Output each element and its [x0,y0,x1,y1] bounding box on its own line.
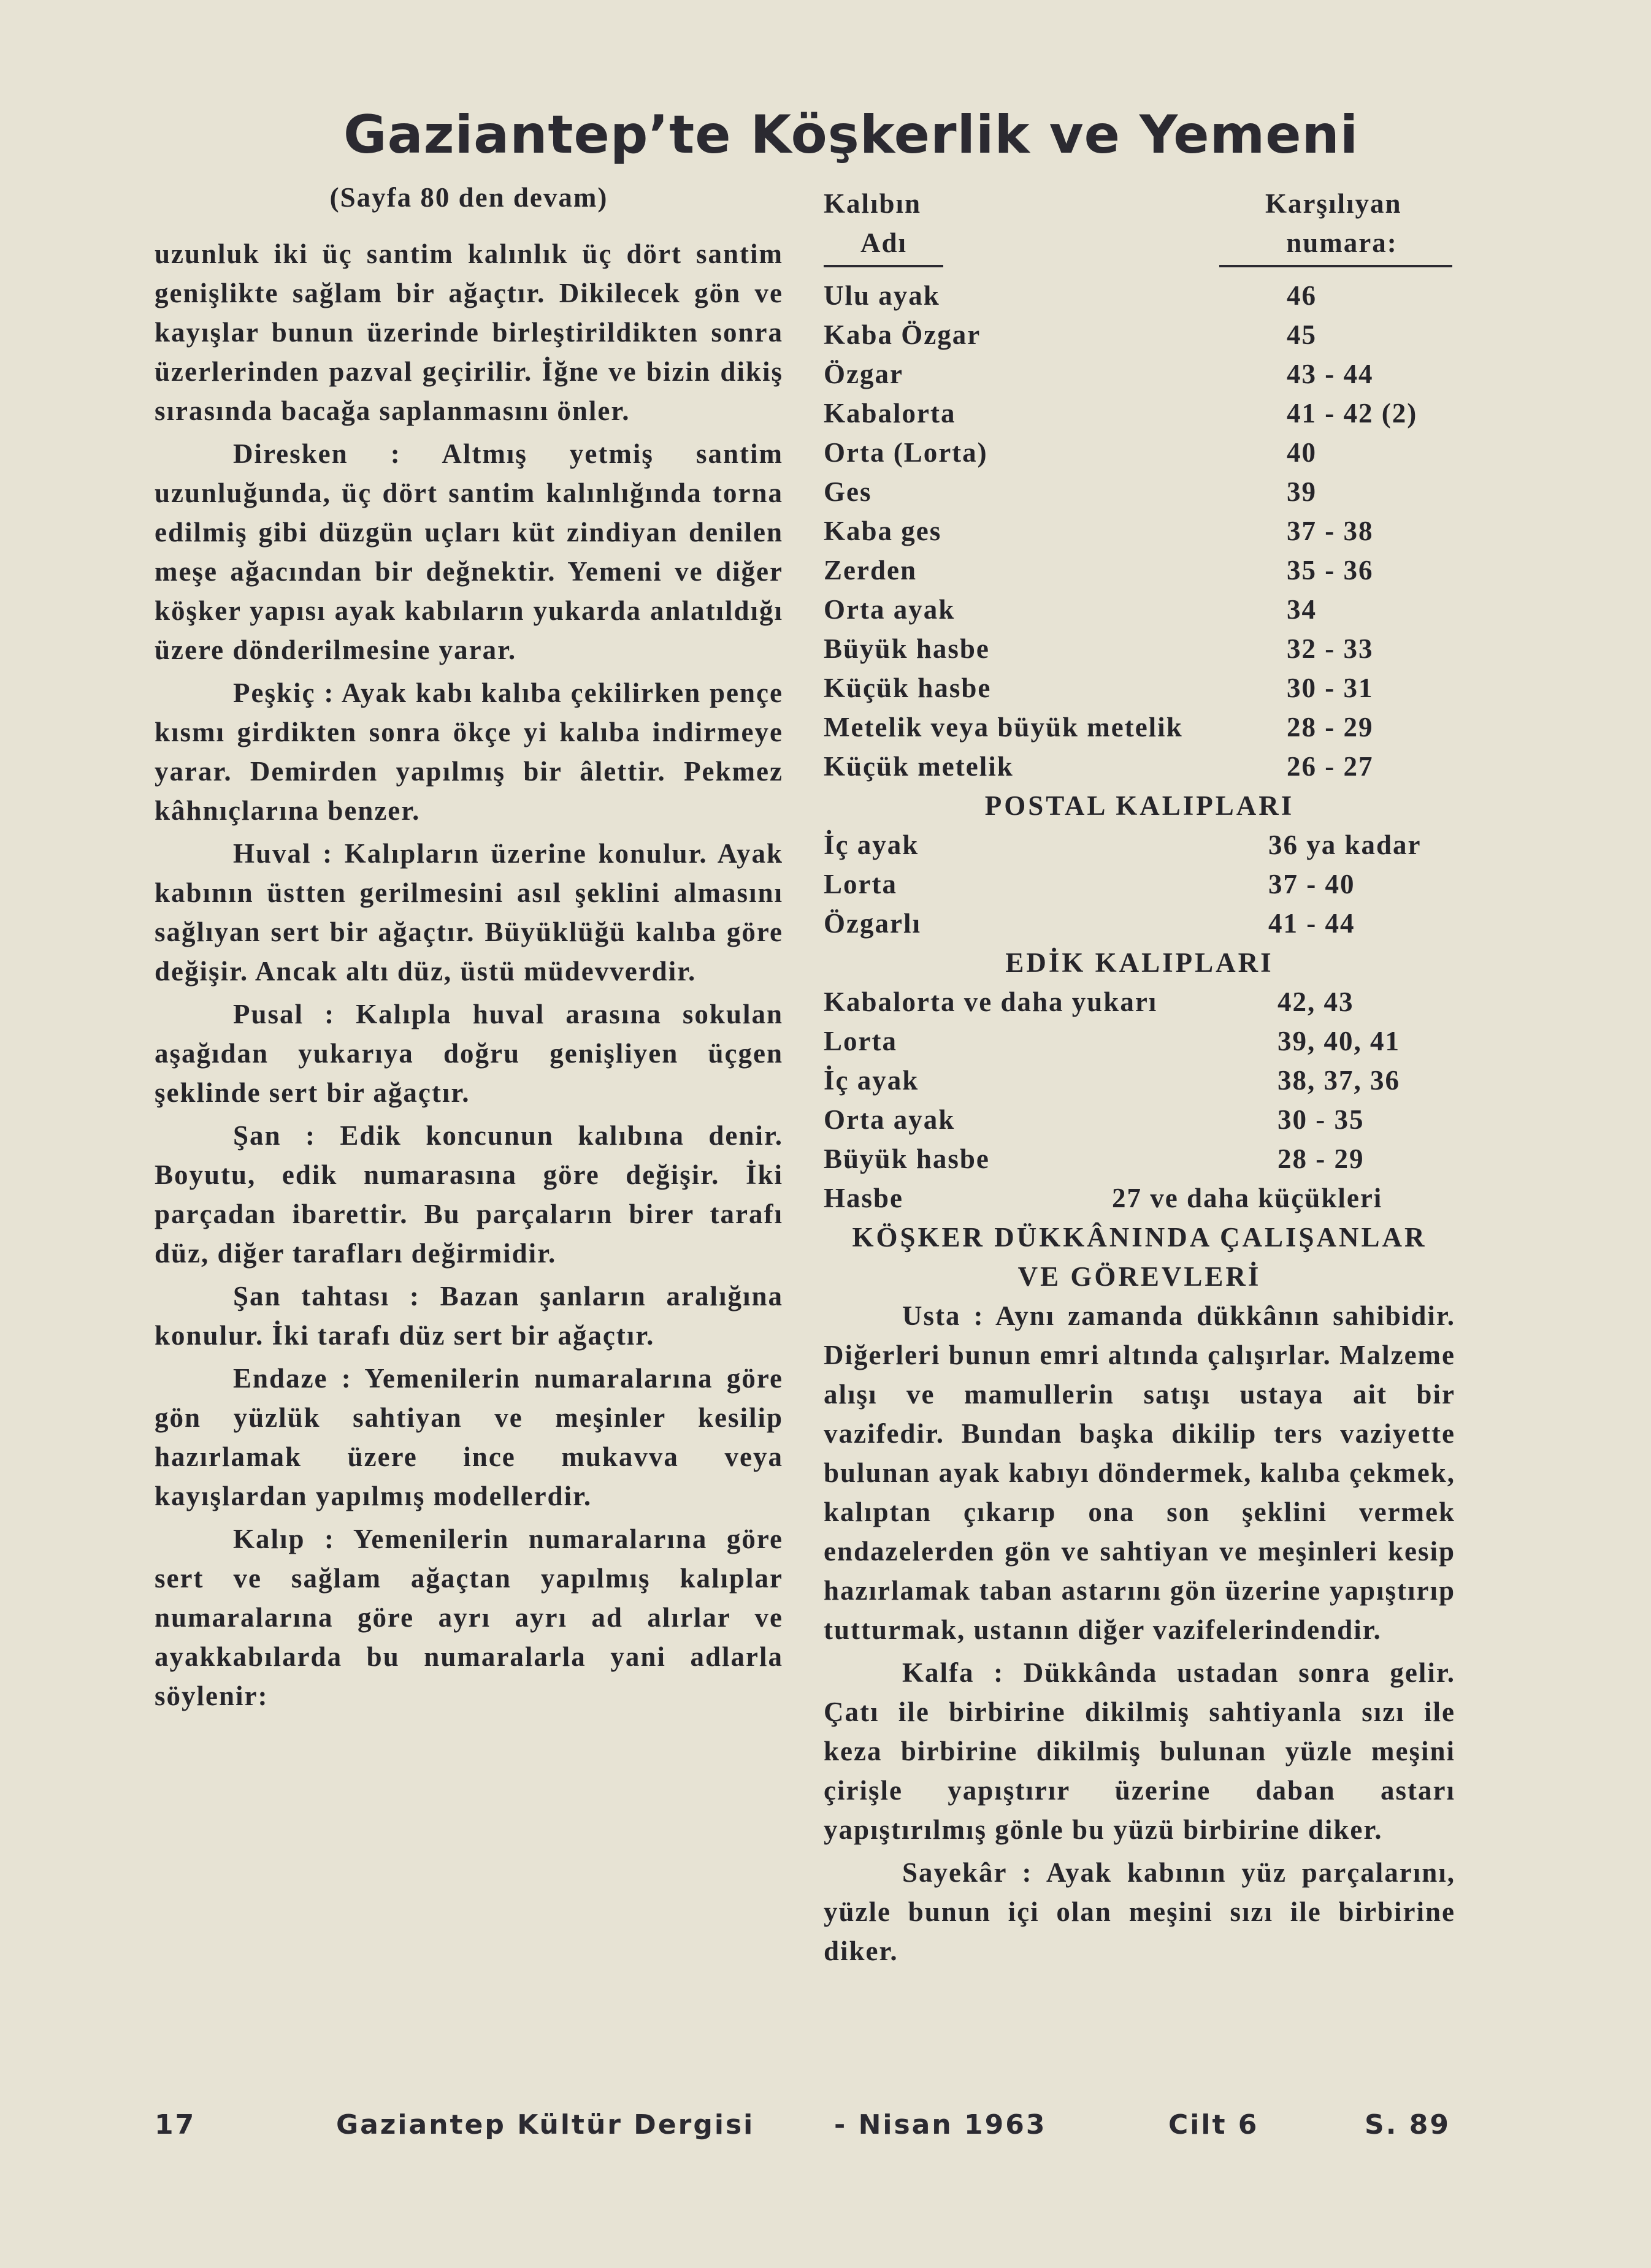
paragraph: uzunluk iki üç santim kalınlık üç dört santim genişlikte sağlam bir ağaçtır. Dikilecek gön ve kayışlar bunun üzerinde birleştirildikten sonra üzerlerinden pazval geçirilir. İğne ve bizin dikiş sırasında bacağa saplanmasını önler. [155,239,783,426]
journal-name: Gaziantep Kültür Dergisi [336,2109,755,2140]
mold-name: Lorta [824,869,897,899]
page-footer [0,2109,1651,2146]
table-row [824,747,1455,786]
header-rule [1219,265,1452,267]
mold-name: Özgar [824,359,903,389]
mold-name: İç ayak [824,830,919,860]
mold-name: Kabalorta [824,398,956,429]
mold-name: Kaba Özgar [824,319,981,350]
edik-size-table [824,982,1455,1218]
paragraph: Huval : Kalıpların üzerine konulur. Ayak kabının üstten gerilmesini asıl şeklini almasını sağlıyan sert bir ağaçtır. Büyüklüğü kalıba göre değişir. Ancak altı düz, üstü müdevverdir. [155,838,783,987]
table-row [824,472,1455,511]
postal-heading: POSTAL KALIPLARI [984,790,1295,821]
mold-number: 36 ya kadar [1268,830,1422,860]
main-size-table [824,276,1455,786]
header-number-line2: numara: [1286,227,1398,258]
mold-name: Özgarlı [824,908,921,939]
mold-number: 27 ve daha küçükleri [1112,1183,1383,1213]
table-row [824,315,1455,354]
mold-name: Büyük hasbe [824,633,990,664]
edik-heading: EDİK KALIPLARI [1005,947,1274,978]
mold-name: Lorta [824,1026,897,1056]
workers-heading-line1: KÖŞKER DÜKKÂNINDA ÇALIŞANLAR [852,1222,1427,1253]
mold-number: 37 - 38 [1287,516,1374,546]
table-row [824,1139,1455,1178]
page-number: 17 [155,2109,196,2140]
workers-heading-line2: VE GÖREVLERİ [1017,1261,1262,1292]
paragraph: Usta : Aynı zamanda dükkânın sahibidir. Diğerleri bunun emri altında çalışırlar. Malzeme alışı ve mamullerin satışı ustaya ait bir vazifedir. Bundan başka dikilip ters vaziyette bulunan ayak kabıyı döndermek, kalıba çekmek, kalıptan çıkarıp ona son şeklini vermek endazelerden gön ve sahtiyan ve meşinleri kesip hazırlamak taban astarını gön üzerine yapıştırıp tutturmak, ustanın diğer vazifelerindendir. [824,1300,1455,1645]
table-row [824,276,1455,315]
mold-number: 41 - 44 [1268,908,1355,939]
mold-number: 30 - 31 [1287,673,1374,703]
table-row [824,629,1455,668]
table-row [824,511,1455,551]
mold-number: 37 - 40 [1268,869,1355,899]
continuation-note: (Sayfa 80 den devam) [329,182,608,213]
mold-number: 43 - 44 [1287,359,1374,389]
table-row [824,904,1455,943]
mold-name: Orta (Lorta) [824,437,988,468]
mold-number: 42, 43 [1278,987,1354,1017]
mold-number: 28 - 29 [1287,712,1374,743]
mold-name: Ges [824,476,872,507]
mold-number: 39, 40, 41 [1278,1026,1400,1056]
right-column [824,184,1455,1974]
mold-number: 26 - 27 [1287,751,1374,782]
paragraph: Endaze : Yemenilerin numaralarına göre gön yüzlük sahtiyan ve meşinler kesilip hazırlamak üzere ince mukavva veya kayışlardan yapılmış modellerdir. [155,1363,783,1511]
paragraph: Pusal : Kalıpla huval arasına sokulan aşağıdan yukarıya doğru genişliyen üçgen şeklinde sert bir ağaçtır. [155,999,783,1108]
mold-number: 40 [1287,437,1317,468]
mold-name: Zerden [824,555,917,586]
mold-number: 46 [1287,280,1317,311]
mold-number: 34 [1287,594,1317,625]
volume: Cilt 6 [1168,2109,1259,2140]
table-row [824,354,1455,394]
header-name-line1: Kalıbın [824,188,922,219]
paragraph: Peşkiç : Ayak kabı kalıba çekilirken pençe kısmı girdikten sonra ökçe yi kalıba indirmeye yarar. Demirden yapılmış bir âlettir. Pekmez kâhnıçlarına benzer. [155,678,783,826]
mold-number: 32 - 33 [1287,633,1374,664]
mold-number: 38, 37, 36 [1278,1065,1400,1096]
mold-name: Metelik veya büyük metelik [824,712,1183,743]
mold-number: 30 - 35 [1278,1104,1365,1135]
mold-name: İç ayak [824,1065,919,1096]
left-column [155,178,783,1719]
mold-name: Kaba ges [824,516,942,546]
table-row [824,1061,1455,1100]
paragraph: Kalıp : Yemenilerin numaralarına göre sert ve sağlam ağaçtan yapılmış kalıplar numaralarına göre ayrı ayrı ad alırlar ve ayakkabılarda bu numaralarla yani adlarla söylenir: [155,1524,783,1711]
table-row [824,708,1455,747]
paragraph: Diresken : Altmış yetmiş santim uzunluğunda, üç dört santim kalınlığında torna edilmiş gibi düzgün uçları küt zindiyan denilen meşe ağacından bir değnektir. Yemeni ve diğer köşker yapısı ayak kabıların yukarda anlatıldığı üzere dönderilmesine yarar. [155,438,783,665]
mold-number: 28 - 29 [1278,1144,1365,1174]
table-row [824,865,1455,904]
postal-size-table [824,825,1455,943]
mold-name: Orta ayak [824,1104,956,1135]
mold-number: 39 [1287,476,1317,507]
table-row [824,551,1455,590]
mold-name: Hasbe [824,1183,904,1213]
mold-name: Kabalorta ve daha yukarı [824,987,1158,1017]
table-row [824,433,1455,472]
paragraph: Şan : Edik koncunun kalıbına denir. Boyutu, edik numarasına göre değişir. İki parçadan ibarettir. Bu parçaların birer tarafı düz, diğer tarafları değirmidir. [155,1120,783,1269]
header-number-line1: Karşılıyan [1265,188,1402,219]
issue-date: - Nisan 1963 [834,2109,1047,2140]
table-row [824,1021,1455,1061]
paragraph: Sayekâr : Ayak kabının yüz parçalarını, yüzle bunun içi olan meşini sızı ile birbirine diker. [824,1857,1455,1966]
mold-name: Orta ayak [824,594,956,625]
mold-name: Küçük metelik [824,751,1014,782]
header-rule [824,265,943,267]
paragraph: Şan tahtası : Bazan şanların aralığına konulur. İki tarafı düz sert bir ağaçtır. [155,1281,783,1351]
table-row [824,668,1455,708]
mold-name: Ulu ayak [824,280,940,311]
mold-number: 41 - 42 (2) [1287,398,1418,429]
paragraph: Kalfa : Dükkânda ustadan sonra gelir. Çatı ile birbirine dikilmiş sahtiyanla sızı ile keza birbirine dikilmiş bulunan yüzle meşini çirişle yapıştırır üzerine daban astarı yapıştırılmış gönle bu yüzü birbirine diker. [824,1657,1455,1845]
mold-number: 35 - 36 [1287,555,1374,586]
table-row [824,982,1455,1021]
issue-number: S. 89 [1365,2109,1450,2140]
table-row [824,1100,1455,1139]
table-header [824,184,1455,276]
table-row [824,825,1455,865]
table-row [824,394,1455,433]
header-name-line2: Adı [860,227,908,258]
mold-name: Küçük hasbe [824,673,992,703]
article-title: Gaziantep’te Köşkerlik ve Yemeni [343,104,1359,166]
mold-name: Büyük hasbe [824,1144,990,1174]
table-row [824,590,1455,629]
mold-number: 45 [1287,319,1317,350]
table-row [824,1178,1455,1218]
